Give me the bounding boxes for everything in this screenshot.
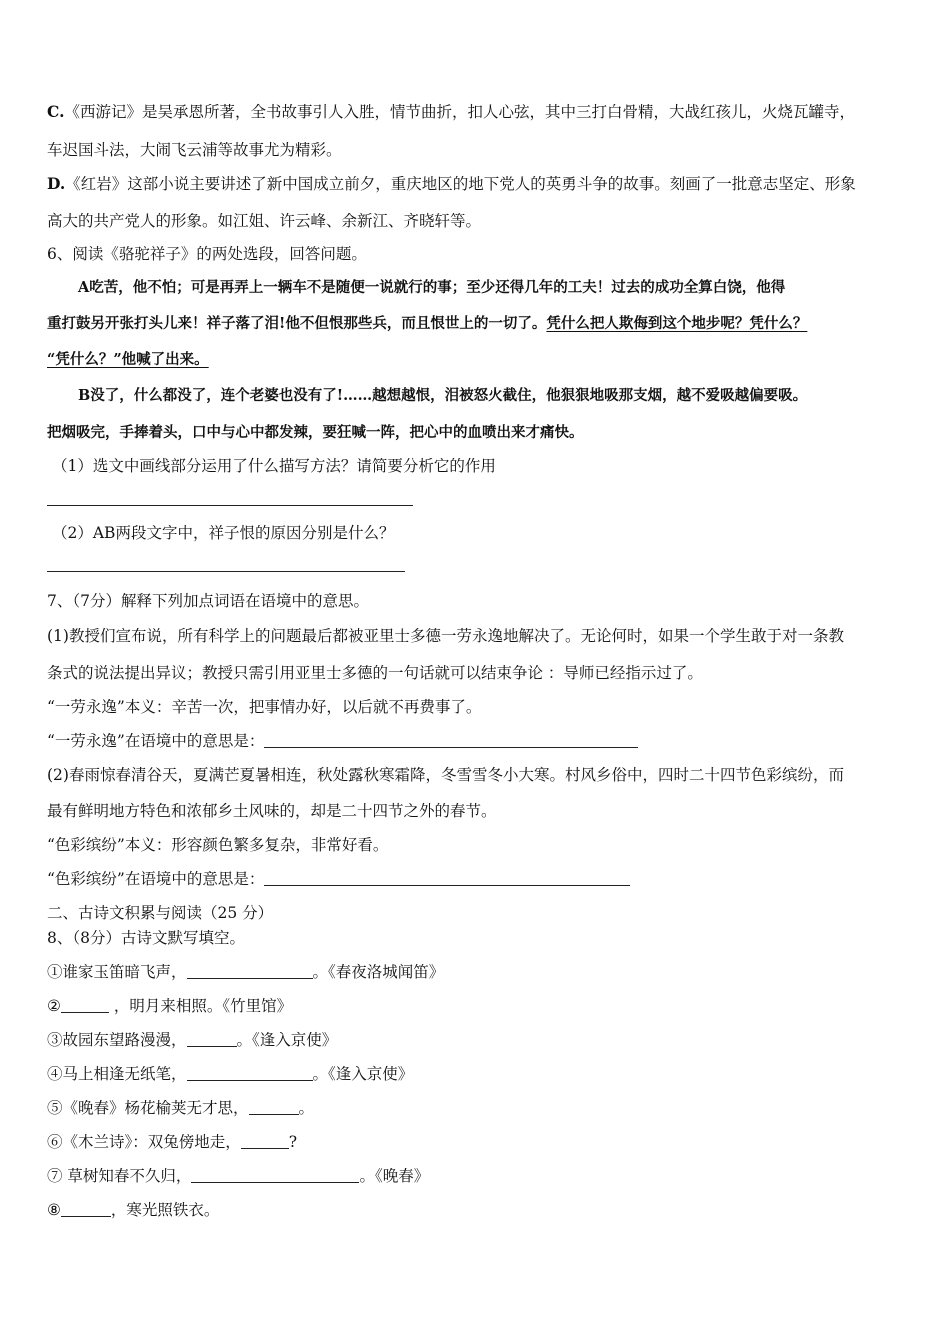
q8-item-1: ①谁家玉笛暗飞声， 。《春夜洛城闻笛》: [47, 963, 445, 981]
q8-item-4-blank[interactable]: [187, 1065, 313, 1081]
q8-item-8-blank[interactable]: [61, 1201, 111, 1217]
q8-item-3-blank[interactable]: [187, 1031, 237, 1047]
option-d-line1: D.《红岩》这部小说主要讲述了新中国成立前夕，重庆地区的地下党人的英勇斗争的故事。刻画了一批意志坚定、形象: [47, 174, 856, 193]
q8-item-7-blank[interactable]: [191, 1167, 359, 1183]
q6-sub1-answer-line[interactable]: [47, 505, 413, 506]
option-c-line2: 车迟国斗法，大闹飞云浦等故事尤为精彩。: [47, 141, 342, 159]
q8-item-4: ④马上相逢无纸笔， 。《逢入京使》: [47, 1065, 414, 1083]
q6-passage-a-line3: [47, 350, 209, 370]
q8-item-5: ⑤《晚春》杨花榆荚无才思， 。: [47, 1099, 315, 1117]
option-d-letter: D.: [47, 174, 66, 193]
q8-item-1-blank[interactable]: [187, 963, 313, 979]
q7-p2-line2: 最有鲜明地方特色和浓郁乡土风味的，却是二十四节之外的春节。: [47, 802, 497, 820]
q6-sub2-answer-line[interactable]: [47, 571, 405, 572]
q8-item-5-blank[interactable]: [249, 1099, 299, 1115]
q7-p2-line1: (2)春雨惊春清谷天，夏满芒夏暑相连，秋处露秋寒霜降，冬雪雪冬小大寒。村风乡俗中，四时二十四节色彩缤纷，而: [47, 766, 844, 784]
option-c-line1: C.《西游记》是吴承恩所著，全书故事引人入胜，情节曲折，扣人心弦，其中三打白骨精，大战红孩儿，火烧瓦罐寺，: [47, 102, 855, 121]
q6-title: 6、阅读《骆驼祥子》的两处选段，回答问题。: [47, 245, 367, 263]
q6-sub2: （2）AB两段文字中，祥子恨的原因分别是什么？: [52, 524, 395, 542]
section2-title: 二、古诗文积累与阅读（25 分）: [47, 904, 274, 922]
q6-passage-a-line1: A吃苦，他不怕；可是再弄上一辆车不是随便一说就行的事；至少还得几年的工夫！过去的成功全算白饶，他得: [78, 279, 786, 296]
q6-passage-b-line2: 把烟吸完，手捧着头，口中与心中都发辣，要狂喊一阵，把心中的血喷出来才痛快。: [47, 424, 584, 441]
q7-p1-line2: 条式的说法提出异议；教授只需引用亚里士多德的一句话就可以结束争论 ：导师已经指示过了。: [47, 664, 703, 682]
q8-item-7: ⑦ 草树知春不久归， 。《晚春》: [47, 1167, 430, 1185]
q7-p1-answer-blank[interactable]: [264, 732, 638, 748]
q6-sub1: （1）选文中画线部分运用了什么描写方法？请简要分析它的作用: [52, 457, 496, 475]
q6-passage-a-line2: 重打鼓另开张打头儿来！祥子落了泪!他不但恨那些兵，而且恨世上的一切了。凭什么把人欺侮到这个地步呢？凭什么？: [47, 315, 808, 332]
q7-title: 7、（7分）解释下列加点词语在语境中的意思。: [47, 592, 369, 610]
q8-item-6: ⑥《木兰诗》：双兔傍地走， ?: [47, 1133, 298, 1151]
q7-p1-meaning: “一劳永逸”本义：辛苦一次，把事情办好，以后就不再费事了。: [47, 698, 482, 716]
q6-underlined-sentence: 凭什么把人欺侮到这个地步呢？凭什么？: [546, 315, 808, 332]
q8-item-2-blank[interactable]: [61, 997, 109, 1013]
q7-p1-context: “一劳永逸”在语境中的意思是：: [47, 731, 638, 751]
q6-underlined-quote: “凭什么？”他喊了出来。: [47, 351, 209, 368]
q8-title: 8、（8分）古诗文默写填空。: [47, 929, 245, 947]
q8-item-6-blank[interactable]: [241, 1133, 289, 1149]
q8-item-3: ③故园东望路漫漫， 。《逢入京使》: [47, 1031, 338, 1049]
q8-item-2: ② ，明月来相照。《竹里馆》: [47, 997, 293, 1015]
option-c-letter: C.: [47, 102, 65, 121]
q8-item-8: ⑧ ，寒光照铁衣。: [47, 1201, 220, 1219]
q6-passage-b-line1: B没了，什么都没了，连个老婆也没有了!……越想越恨，泪被怒火截住，他狠狠地吸那支烟，越不爱吸越偏要吸。: [78, 387, 808, 404]
q7-p1-line1: (1)教授们宣布说，所有科学上的问题最后都被亚里士多德一劳永逸地解决了。无论何时，如果一个学生敢于对一条教: [47, 627, 844, 645]
option-d-line2: 高大的共产党人的形象。如江姐、许云峰、余新江、齐晓轩等。: [47, 212, 482, 230]
q7-p2-answer-blank[interactable]: [264, 870, 630, 886]
q7-p2-context: “色彩缤纷”在语境中的意思是：: [47, 869, 630, 889]
q7-p2-meaning: “色彩缤纷”本义：形容颜色繁多复杂，非常好看。: [47, 836, 389, 854]
